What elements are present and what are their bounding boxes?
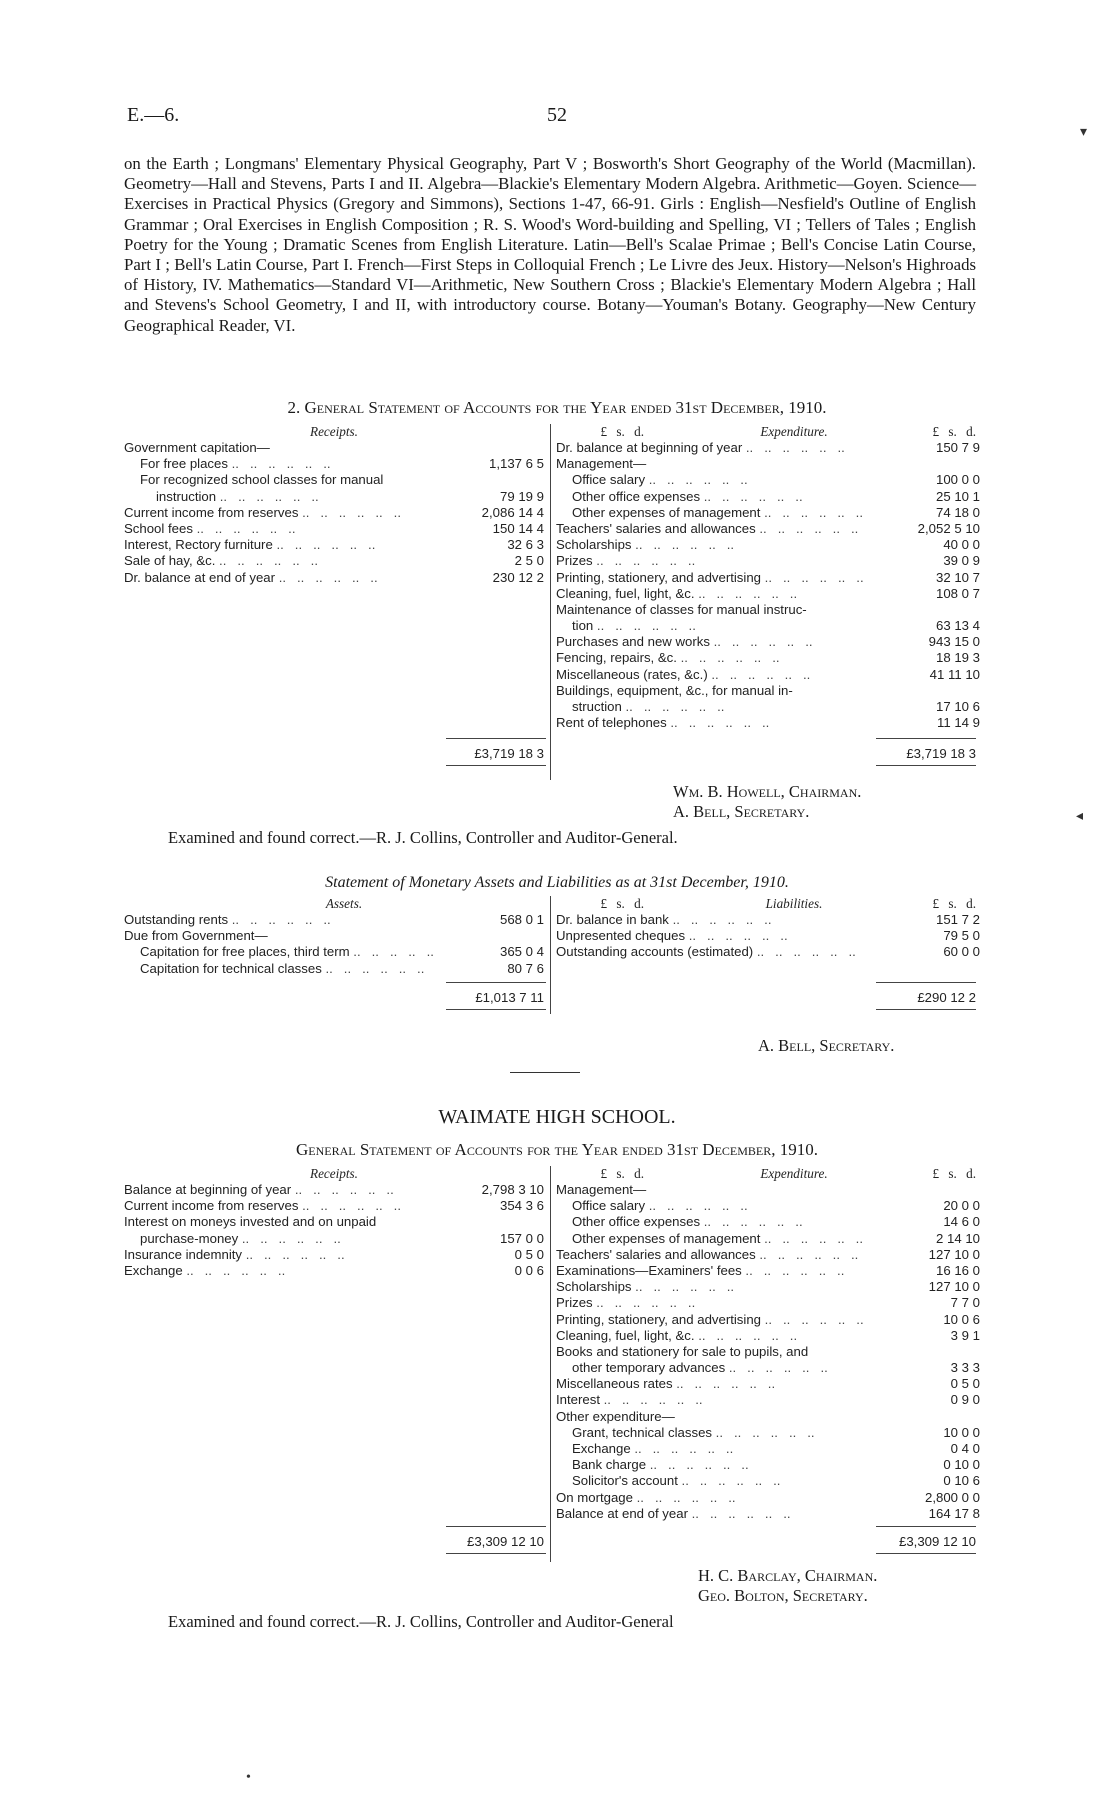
row-label: Solicitor's account .. <box>556 1473 780 1489</box>
ledger-1 <box>124 424 980 784</box>
row-label: Other expenditure— <box>556 1408 675 1424</box>
section2-title: Statement of Monetary Assets and Liabilities as at 31st December, 1910. <box>325 874 789 891</box>
ledger-row <box>124 456 544 472</box>
row-amount: 16 16 0 <box>876 1263 980 1279</box>
row-label: Miscellaneous (rates, &c.) .. <box>556 667 810 683</box>
ledger-row <box>556 1441 980 1457</box>
row-label: Scholarships .. <box>556 537 734 553</box>
page-id: E.—6. <box>127 104 180 126</box>
ledger-row <box>556 1424 980 1441</box>
row-amount: 164 17 8 <box>876 1506 980 1522</box>
receipts-column <box>124 1182 544 1279</box>
intro-text: on the Earth ; Longmans' Elementary Physical Geography, Part V ; Bosworth's Short Geography of the World (Macmillan). Geometry—Hall and Stevens, Parts I and II. Algebra—Blackie's Elementary Modern Algebra. Arithmetic—Goyen. Science—Exercises in Practical Physics (Gregory and Simmons), Sections 1-47, 66-91. Girls : English—Nesfield's Outline of English Grammar ; Oral Exercises in English Composition ; R. S. Wood's Word-building and Spelling, VI ; Tellers of Tales ; English Poetry for the Young ; Dramatic Scenes from English Literature. Latin—Bell's Scalae Primae ; Bell's Concise Latin Course, Part I ; Bell's Latin Course, Part I. French—First Steps in Colloquial French ; Le Livre des Jeux. History—Nelson's Highroads of History, IV. Mathematics—Standard VI—Arithmetic, New Southern Cross ; Blackie's Elementary Modern Algebra ; Hall and Stevens's School Geometry, I and II, with introductory course. Botany—Youman's Botany. Geography—New Century Geographical Reader, VI. <box>124 154 976 335</box>
row-label: Buildings, equipment, &c., for manual in- <box>556 682 793 698</box>
total-underline <box>446 1009 546 1010</box>
row-amount: 0 9 0 <box>876 1392 980 1408</box>
row-label: Prizes .. <box>556 1295 695 1311</box>
ledger-row <box>556 602 976 618</box>
ledger-row <box>556 1279 980 1295</box>
ledger-row <box>556 1409 976 1425</box>
row-amount: 151 7 2 <box>876 912 980 928</box>
ledger-row <box>556 585 980 602</box>
ledger-row <box>124 440 544 456</box>
ledger-row <box>124 1231 544 1247</box>
row-amount: 127 10 0 <box>876 1279 980 1295</box>
row-amount: 2 14 10 <box>876 1231 980 1247</box>
ledger-row <box>556 1230 980 1247</box>
row-label: Rent of telephones .. <box>556 715 769 731</box>
ledger-row <box>556 1295 980 1311</box>
receipts-total: £3,309 12 10 <box>466 1534 544 1549</box>
row-amount: 10 0 6 <box>876 1312 980 1328</box>
row-amount: 3 3 3 <box>876 1360 980 1376</box>
ledger-row <box>556 1360 980 1376</box>
row-amount: 20 0 0 <box>876 1198 980 1214</box>
ledger-row <box>556 553 980 569</box>
ledger-row <box>556 1344 976 1360</box>
row-label: Scholarships .. <box>556 1279 734 1295</box>
row-label: Exchange .. <box>124 1263 285 1279</box>
row-amount: 39 0 9 <box>876 553 980 569</box>
row-label: Miscellaneous rates .. <box>556 1376 775 1392</box>
row-label: Fencing, repairs, &c. .. <box>556 650 780 666</box>
row-amount: 17 10 6 <box>876 699 980 715</box>
ledger-row <box>124 521 544 537</box>
row-label: tion .. <box>556 618 696 634</box>
row-amount: 2,086 14 4 <box>440 505 544 521</box>
row-amount: 0 5 0 <box>440 1247 544 1263</box>
ledger-row <box>556 537 980 553</box>
row-amount: 18 19 3 <box>876 650 980 666</box>
row-label: Other expenses of management .. <box>556 1231 863 1247</box>
row-amount: 157 0 0 <box>440 1231 544 1247</box>
row-label: Sale of hay, &c. .. <box>124 553 318 569</box>
row-label: Outstanding rents .. <box>124 912 331 928</box>
row-amount: 127 10 0 <box>876 1247 980 1263</box>
secretary-signature: A. Bell, Secretary. <box>673 802 810 821</box>
intro-paragraph <box>124 154 976 336</box>
row-label: Government capitation— <box>124 440 270 455</box>
expenditure-total: £3,719 18 3 <box>906 746 976 761</box>
row-amount: 2 5 0 <box>440 553 544 569</box>
ledger-row <box>124 505 544 521</box>
row-amount: 2,800 0 0 <box>876 1490 980 1506</box>
row-label: Cleaning, fuel, light, &c. .. <box>556 586 797 602</box>
row-label: For free places .. <box>124 456 331 472</box>
row-label: Outstanding accounts (estimated) .. <box>556 944 856 960</box>
row-label: Other office expenses .. <box>556 1214 803 1230</box>
ledger-row <box>124 928 544 944</box>
receipts-currency-heading: £ s. d. <box>600 1166 644 1181</box>
expenditure-currency-heading: £ s. d. <box>932 424 976 439</box>
row-label: Office salary .. <box>556 472 748 488</box>
liabilities-column <box>556 912 980 961</box>
row-label: Unpresented cheques .. <box>556 928 788 944</box>
ledger-row <box>124 1247 544 1263</box>
row-amount: 100 0 0 <box>876 472 980 488</box>
total-rule <box>446 738 546 739</box>
school-name: WAIMATE HIGH SCHOOL. <box>438 1106 676 1128</box>
row-label: Bank charge .. <box>556 1457 749 1473</box>
ledger-row <box>556 1311 980 1328</box>
row-amount: 32 6 3 <box>440 537 544 553</box>
receipts-currency-heading: £ s. d. <box>600 424 644 439</box>
ledger-row <box>124 1182 544 1198</box>
ledger-row <box>124 553 544 569</box>
receipts-total: £3,719 18 3 <box>474 746 544 761</box>
ledger-row <box>556 1262 980 1279</box>
ledger-row <box>556 1327 980 1344</box>
chairman-signature: Wm. B. Howell, Chairman. <box>673 782 862 801</box>
row-label: Teachers' salaries and allowances .. <box>556 521 858 537</box>
ledger-2 <box>124 896 980 1016</box>
ledger-row <box>556 683 976 699</box>
page-number: 52 <box>547 104 567 126</box>
column-divider <box>550 896 551 1014</box>
total-rule <box>876 982 976 983</box>
ledger-row <box>556 1182 976 1198</box>
ledger-row <box>556 715 980 731</box>
row-amount: 41 11 10 <box>876 667 980 683</box>
row-label: Management— <box>556 456 647 472</box>
row-label: Dr. balance at beginning of year .. <box>556 440 845 456</box>
row-amount: 2,798 3 10 <box>440 1182 544 1198</box>
liabilities-total: £290 12 2 <box>917 990 976 1005</box>
section-divider <box>510 1072 580 1073</box>
ledger-row <box>124 537 544 553</box>
row-amount: 150 7 9 <box>876 440 980 456</box>
section3-title: General Statement of Accounts for the Year ended 31st December, 1910. <box>295 1140 819 1159</box>
row-amount: 108 0 7 <box>876 586 980 602</box>
expenditure-heading: Expenditure. <box>760 424 828 439</box>
ledger-row <box>124 961 544 977</box>
row-amount: 354 3 6 <box>440 1198 544 1214</box>
row-amount: 11 14 9 <box>876 715 980 731</box>
row-label: On mortgage .. <box>556 1490 736 1506</box>
ledger-row <box>556 1505 980 1522</box>
examined-note-3: Examined and found correct.—R. J. Collins, Controller and Auditor-General <box>168 1612 674 1631</box>
expenditure-total: £3,309 12 10 <box>898 1534 976 1549</box>
row-amount: 150 14 4 <box>440 521 544 537</box>
ledger-row <box>124 944 544 960</box>
margin-speck: • <box>246 1770 251 1785</box>
row-label: Interest on moneys invested and on unpaid <box>124 1214 377 1230</box>
ledger-row <box>556 472 980 488</box>
row-label: School fees .. <box>124 521 296 537</box>
ledger-row <box>124 1263 544 1279</box>
receipts-column <box>124 440 544 586</box>
total-underline <box>876 1009 976 1010</box>
row-label: Other expenses of management .. <box>556 505 863 521</box>
total-rule <box>876 738 976 739</box>
row-label: Printing, stationery, and advertising .. <box>556 1312 864 1328</box>
receipts-heading: Receipts. <box>310 1166 358 1181</box>
ledger-row <box>124 912 544 928</box>
row-amount: 7 7 0 <box>876 1295 980 1311</box>
row-amount: 2,052 5 10 <box>876 521 980 537</box>
ledger-row <box>556 1489 980 1506</box>
row-label: instruction .. <box>124 489 319 505</box>
total-rule <box>446 1526 546 1527</box>
row-amount: 365 0 4 <box>440 944 544 960</box>
ledger-row <box>556 1198 980 1214</box>
ledger-row <box>556 650 980 666</box>
row-label: Examinations—Examiners' fees .. <box>556 1263 844 1279</box>
margin-tick: ▾ <box>1080 125 1088 140</box>
row-label: Purchases and new works .. <box>556 634 813 650</box>
total-underline <box>876 765 976 766</box>
ledger-row <box>556 1246 980 1263</box>
total-rule <box>876 1526 976 1527</box>
row-label: Maintenance of classes for manual instruc- <box>556 601 807 617</box>
column-divider <box>550 1166 551 1562</box>
ledger-row <box>556 699 980 715</box>
row-label: Cleaning, fuel, light, &c. .. <box>556 1328 797 1344</box>
total-underline <box>876 1553 976 1554</box>
row-amount: 79 19 9 <box>440 489 544 505</box>
row-label: Interest, Rectory furniture .. <box>124 537 375 553</box>
row-amount: 943 15 0 <box>876 634 980 650</box>
row-amount: 14 6 0 <box>876 1214 980 1230</box>
ledger-row <box>556 440 980 456</box>
row-label: struction .. <box>556 699 724 715</box>
row-label: Current income from reserves .. <box>124 1198 401 1214</box>
row-label: Interest .. <box>556 1392 703 1408</box>
liabilities-currency-heading: £ s. d. <box>932 896 976 911</box>
ledger-row <box>556 1457 980 1473</box>
margin-tick: ◂ <box>1076 809 1084 824</box>
row-amount: 80 7 6 <box>440 961 544 977</box>
row-amount: 568 0 1 <box>440 912 544 928</box>
examined-note: Examined and found correct.—R. J. Collins, Controller and Auditor-General. <box>168 828 678 847</box>
assets-total: £1,013 7 11 <box>475 990 544 1005</box>
row-label: Balance at end of year .. <box>556 1506 791 1522</box>
row-label: other temporary advances .. <box>556 1360 828 1376</box>
ledger-row <box>556 1392 980 1408</box>
row-label: Capitation for free places, third term .. <box>124 944 452 960</box>
ledger-row <box>124 489 544 505</box>
row-amount: 0 10 0 <box>876 1457 980 1473</box>
total-rule <box>446 982 546 983</box>
row-amount: 40 0 0 <box>876 537 980 553</box>
expenditure-currency-heading: £ s. d. <box>932 1166 976 1181</box>
ledger-row <box>556 666 980 683</box>
row-label: Balance at beginning of year .. <box>124 1182 394 1198</box>
ledger-row <box>556 488 980 505</box>
row-label: Exchange .. <box>556 1441 733 1457</box>
row-amount: 32 10 7 <box>876 570 980 586</box>
assets-currency-heading: £ s. d. <box>600 896 644 911</box>
row-label: Other office expenses .. <box>556 489 803 505</box>
total-underline <box>446 765 546 766</box>
ledger-row <box>556 456 976 472</box>
ledger-row <box>556 520 980 537</box>
row-amount: 3 9 1 <box>876 1328 980 1344</box>
receipts-heading: Receipts. <box>310 424 358 439</box>
ledger-row <box>556 1214 980 1230</box>
ledger-row <box>124 472 544 488</box>
ledger-row <box>556 912 980 928</box>
liabilities-heading: Liabilities. <box>765 896 823 911</box>
ledger-row <box>556 618 980 634</box>
row-label: Prizes .. <box>556 553 695 569</box>
ledger-row <box>556 928 980 944</box>
row-amount: 63 13 4 <box>876 618 980 634</box>
row-label: Office salary .. <box>556 1198 748 1214</box>
secretary-signature-2: A. Bell, Secretary. <box>758 1036 895 1055</box>
row-amount: 0 5 0 <box>876 1376 980 1392</box>
ledger-row <box>556 634 980 650</box>
ledger-row <box>556 569 980 586</box>
row-label: Grant, technical classes .. <box>556 1425 815 1441</box>
column-divider <box>550 424 551 780</box>
chairman-signature-3: H. C. Barclay, Chairman. <box>698 1566 878 1585</box>
ledger-row <box>124 570 544 586</box>
row-amount: 10 0 0 <box>876 1425 980 1441</box>
expenditure-heading: Expenditure. <box>760 1166 828 1181</box>
row-label: purchase-money .. <box>124 1231 341 1247</box>
row-amount: 79 5 0 <box>876 928 980 944</box>
row-label: Management— <box>556 1182 647 1197</box>
row-amount: 25 10 1 <box>876 489 980 505</box>
assets-column <box>124 912 544 977</box>
row-amount: 74 18 0 <box>876 505 980 521</box>
expenditure-column <box>556 440 980 731</box>
row-label: Printing, stationery, and advertising .. <box>556 570 864 586</box>
row-label: Teachers' salaries and allowances .. <box>556 1247 858 1263</box>
ledger-row <box>556 1376 980 1392</box>
ledger-row <box>556 504 980 521</box>
row-amount: 0 4 0 <box>876 1441 980 1457</box>
row-label: Insurance indemnity .. <box>124 1247 345 1263</box>
row-amount: 230 12 2 <box>440 570 544 586</box>
row-label: Dr. balance in bank .. <box>556 912 772 928</box>
expenditure-column <box>556 1182 980 1522</box>
row-label: Current income from reserves .. <box>124 505 401 521</box>
ledger-row <box>556 1473 980 1489</box>
row-amount: 1,137 6 5 <box>440 456 544 472</box>
ledger-row <box>124 1198 544 1214</box>
row-amount: 60 0 0 <box>876 944 980 960</box>
total-underline <box>446 1553 546 1554</box>
row-label: For recognized school classes for manual <box>140 472 384 488</box>
row-label: Capitation for technical classes .. <box>124 961 424 977</box>
row-amount: 0 10 6 <box>876 1473 980 1489</box>
row-label: Dr. balance at end of year .. <box>124 570 378 586</box>
section1-title: 2. General Statement of Accounts for the Year ended 31st December, 1910. <box>287 398 827 417</box>
row-label: Books and stationery for sale to pupils, and <box>556 1343 809 1359</box>
assets-heading: Assets. <box>325 896 363 911</box>
row-label: Due from Government— <box>124 928 268 944</box>
ledger-row <box>124 1214 544 1230</box>
ledger-3 <box>124 1166 980 1566</box>
secretary-signature-3: Geo. Bolton, Secretary. <box>698 1586 868 1605</box>
ledger-row <box>556 944 980 960</box>
row-amount: 0 0 6 <box>440 1263 544 1279</box>
